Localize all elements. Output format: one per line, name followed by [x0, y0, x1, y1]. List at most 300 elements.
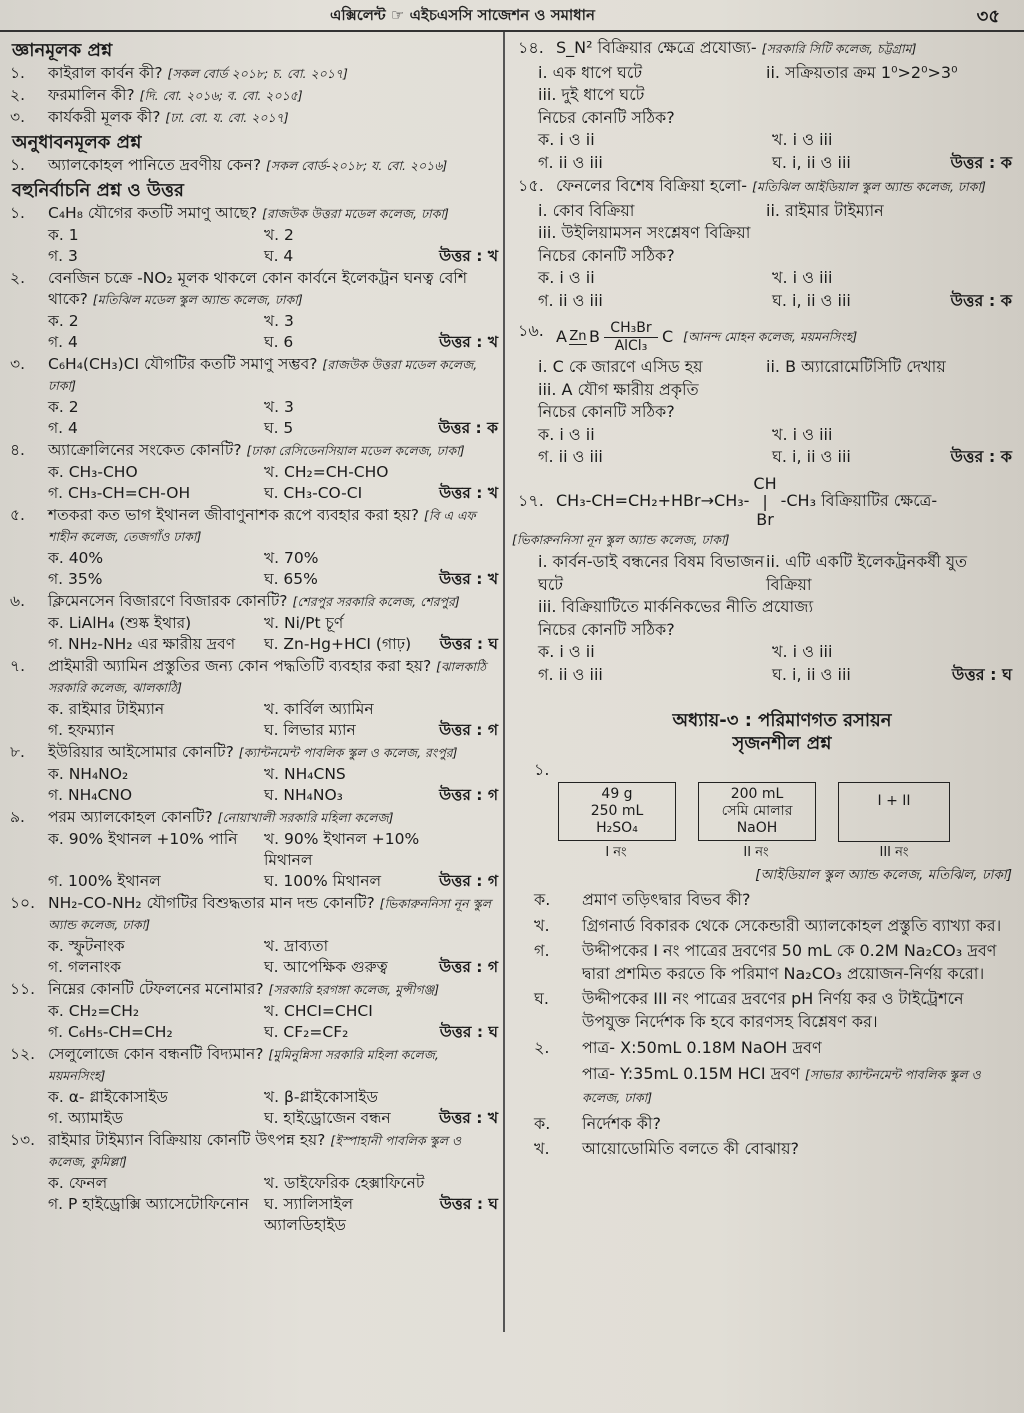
answer: উত্তর : গ — [439, 721, 498, 739]
statement: i. C কে জারণে এসিড হয় — [538, 357, 703, 376]
question-source: [নোয়াখালী সরকারি মহিলা কলেজ] — [217, 810, 394, 825]
options-grid — [48, 1001, 498, 1043]
sub-question-text: গ্রিগনার্ড বিকারক থেকে সেকেন্ডারী অ্যালকোহল প্রস্তুতি ব্যাখ্যা কর। — [582, 915, 1002, 935]
cq2-questions — [512, 1113, 1012, 1161]
cq1-number: ১. — [534, 760, 550, 779]
question-ask: নিচের কোনটি সঠিক? — [538, 107, 675, 127]
mcq-heading: বহুনির্বাচনি প্রশ্ন ও উত্তর — [12, 180, 184, 201]
question-number: ২. — [10, 269, 26, 287]
cq1-questions — [512, 889, 1012, 1033]
container-1-line1: 49 g — [601, 785, 633, 802]
question-text: C₆H₄(CH₃)CI যৌগটির কতটি সমাণু সম্ভব? — [48, 355, 318, 373]
option: খ. CH₂=CH-CHO — [264, 463, 389, 481]
eq-reagent-zn: Zn — [569, 329, 587, 344]
header-title: এক্সিলেন্ট ☞ এইচএসসি সাজেশন ও সমাধান — [330, 6, 595, 24]
question-source: [আনন্দ মোহন কলেজ, ময়মনসিংহ] — [683, 329, 858, 345]
mcq-15 — [512, 175, 1012, 312]
spacer — [951, 129, 1012, 152]
question-row — [4, 893, 498, 935]
option: ক. CH₂=CH₂ — [48, 1002, 140, 1020]
container-3-line1: I + II — [877, 792, 911, 809]
sub-question — [512, 988, 1012, 1033]
question-number: ৮. — [10, 743, 25, 761]
option: খ. দ্রাব্যতা — [264, 937, 329, 955]
question-source: [মতিঝিল আইডিয়াল স্কুল অ্যান্ড কলেজ, ঢাকা] — [752, 179, 986, 194]
sub-question-text: উদ্দীপকের I নং পাত্রের দ্রবণের 50 mL কে 0.2M Na₂CO₃ দ্রবণ দ্বারা প্রশমিত করতে কি পরিমাণ Na₂CO₃ প্রয়োজন-নির্ণয় করো। — [582, 941, 997, 983]
page-number: ৩৫ — [976, 6, 1000, 27]
question-number: ১০. — [10, 894, 36, 912]
option: ক. স্ফুটনাংক — [48, 937, 125, 955]
answer: উত্তর : ঘ — [439, 1195, 498, 1213]
option: গ. অ্যামাইড — [48, 1109, 123, 1127]
question-number: ১২. — [10, 1045, 36, 1063]
question-row — [4, 354, 498, 396]
question-number: ১৩. — [10, 1131, 36, 1149]
question-number: ১৭. — [518, 491, 544, 511]
option: খ. NH₄CNS — [264, 765, 346, 783]
question-text: ফরমালিন কী? — [48, 86, 135, 104]
cq2-container-y: পাত্র- Y:35mL 0.15M HCI দ্রবণ — [582, 1063, 800, 1083]
sub-question-text: প্রমাণ তড়িৎদ্বার বিভব কী? — [582, 890, 751, 909]
question-source: [ইস্পাহানী পাবলিক স্কুল ও কলেজ, কুমিল্লা] — [48, 1133, 462, 1169]
options-grid — [48, 462, 498, 504]
container-2 — [698, 782, 816, 841]
mcq-17-body — [512, 529, 1012, 687]
answer: উত্তর : ঘ — [439, 1023, 498, 1041]
sub-question-text: আয়োডোমিতি বলতে কী বোঝায়? — [582, 1139, 800, 1158]
mcq-14 — [512, 37, 1012, 174]
page-header — [0, 0, 1024, 32]
question-row — [4, 85, 498, 106]
question-text: ইউরিয়ার আইসোমার কোনটি? — [48, 743, 234, 761]
question-ask: নিচের কোনটি সঠিক? — [538, 245, 675, 265]
question-source: [সরকারি সিটি কলেজ, চট্টগ্রাম] — [761, 41, 917, 56]
question-text: C₄H₈ যৌগের কতটি সমাণু আছে? — [48, 204, 258, 222]
eq-product-b: B — [588, 327, 600, 347]
option: গ. গলনাংক — [48, 958, 121, 976]
question-text: প্রাইমারী অ্যামিন প্রস্তুতির জন্য কোন পদ্ধতিটি ব্যবহার করা হয়? — [48, 657, 432, 675]
question-source: [ক্যান্টনমেন্ট পাবলিক স্কুল ও কলেজ, রংপুর] — [238, 745, 458, 760]
container-3 — [838, 782, 950, 842]
question-number: ৪. — [10, 441, 25, 459]
option: খ. i ও iii — [772, 424, 833, 444]
spacer — [439, 829, 498, 871]
question-row — [4, 440, 498, 461]
question-row — [4, 155, 498, 176]
option: গ. 35% — [48, 570, 103, 588]
option: গ. CH₃-CH=CH-OH — [48, 484, 191, 502]
answer: উত্তর : ক — [438, 419, 498, 437]
spacer — [952, 641, 1012, 664]
options-grid — [48, 548, 498, 590]
question-number: ১৬. — [518, 321, 544, 340]
statements — [538, 356, 1012, 401]
question-row — [4, 1130, 498, 1172]
q17-equation-right: -CH₃ বিক্রিয়াটির ক্ষেত্রে- — [780, 491, 938, 511]
option: গ. ii ও iii — [538, 152, 603, 172]
options-grid — [538, 424, 1012, 469]
spacer — [439, 699, 498, 720]
options-grid — [538, 129, 1012, 174]
question-row — [4, 505, 498, 547]
spacer — [439, 1087, 498, 1108]
question-source: [ভিকারুননিসা নূন স্কুল অ্যান্ড কলেজ, ঢাকা] — [512, 531, 730, 547]
option: খ. 3 — [264, 398, 294, 416]
statement: iii. দুই ধাপে ঘটে — [538, 85, 645, 104]
option: ক. LiAlH₄ (শুষ্ক ইথার) — [48, 614, 192, 632]
option: গ. ii ও iii — [538, 664, 603, 684]
options-grid — [48, 699, 498, 741]
statement: i. এক ধাপে ঘটে — [538, 62, 643, 82]
option: খ. 70% — [264, 549, 319, 567]
question-row — [4, 591, 498, 612]
question-text: অ্যালকোহল পানিতে দ্রবণীয় কেন? — [48, 156, 262, 174]
question-text-wrap — [48, 807, 498, 828]
option: ঘ. CH₃-CO-CI — [264, 484, 363, 502]
statement: iii. বিক্রিয়াটিতে মার্কনিকভের নীতি প্রযোজ্য — [538, 597, 814, 616]
question-number: ১৫. — [518, 176, 544, 195]
container-2-label: II নং — [743, 844, 769, 860]
question-text-wrap — [48, 893, 498, 935]
question-row — [4, 742, 498, 763]
right-column — [512, 36, 1012, 1164]
option: গ. C₆H₅-CH=CH₂ — [48, 1023, 173, 1041]
question-text-wrap — [556, 175, 1012, 199]
spacer — [951, 424, 1012, 447]
sub-question-letter: ক. — [534, 890, 551, 909]
question-source: [সরকারি হরগঙ্গা কলেজ, মুন্সীগঞ্জ] — [268, 982, 440, 997]
mcq-16-body — [512, 356, 1012, 469]
answer: উত্তর : খ — [439, 1109, 498, 1127]
option: ক. i ও ii — [538, 130, 595, 149]
question-row — [4, 656, 498, 698]
option: ক. 1 — [48, 226, 79, 244]
container-1 — [558, 782, 676, 841]
question-source: [মতিঝিল মডেল স্কুল অ্যান্ড কলেজ, ঢাকা] — [92, 292, 303, 307]
statement: iii. A যৌগ ক্ষারীয় প্রকৃতি — [538, 379, 699, 399]
answer: উত্তর : ঘ — [439, 635, 498, 653]
option: গ. ii ও iii — [538, 447, 603, 466]
question-number: ১৪. — [518, 38, 544, 57]
comprehension-heading: অনুধাবনমূলক প্রশ্ন — [12, 132, 142, 153]
question-text: ফেনলের বিশেষ বিক্রিয়া হলো- — [556, 176, 748, 195]
sub-question-letter: খ. — [534, 1139, 550, 1158]
option: ঘ. 4 — [264, 247, 294, 265]
question-row — [4, 268, 498, 310]
question-text-wrap — [48, 63, 498, 84]
option: ক. i ও ii — [538, 642, 595, 661]
reaction-equation — [556, 320, 1012, 355]
question-text-wrap — [48, 203, 498, 224]
answer: উত্তর : গ — [439, 958, 498, 976]
question-number: ১১. — [10, 980, 36, 998]
eq-product-c: C — [661, 327, 674, 347]
option: ঘ. 6 — [264, 333, 294, 351]
q17-branch — [753, 475, 776, 529]
question-text: কার্যকরী মূলক কী? — [48, 108, 161, 126]
answer: উত্তর : গ — [439, 872, 498, 890]
question-source: [সকল বোর্ড-২০১৮; য. বো. ২০১৬] — [265, 158, 448, 173]
option: ঘ. আপেক্ষিক গুরুত্ব — [264, 958, 388, 976]
question-source: [ঢাকা রেসিডেনসিয়াল মডেল কলেজ, ঢাকা] — [246, 443, 465, 458]
spacer — [439, 936, 498, 957]
cq1-containers — [532, 782, 1012, 864]
question-number: ৬. — [10, 592, 26, 610]
question-text: NH₂-CO-NH₂ যৌগটির বিশুদ্ধতার মান দন্ড কোনটি? — [48, 894, 375, 912]
question-source: [ঢা. বো. য. বো. ২০১৭] — [165, 110, 289, 125]
option: গ. 3 — [48, 247, 78, 265]
question-text: সেলুলোজে কোন বন্ধনটি বিদ্যমান? — [48, 1045, 264, 1063]
question-text: শতকরা কত ভাগ ইথানল জীবাণুনাশক রূপে ব্যবহার করা হয়? — [48, 506, 420, 524]
mcq-16 — [512, 320, 1012, 469]
statement: i. কোব বিক্রিয়া — [538, 200, 635, 220]
options-grid — [48, 1087, 498, 1129]
statement: ii. এটি একটি ইলেকট্রনকর্ষী যুত বিক্রিয়া — [766, 552, 968, 594]
question-row — [4, 807, 498, 828]
statements — [538, 200, 1012, 245]
option: ক. α- গ্লাইকোসাইড — [48, 1088, 168, 1106]
sub-question-letter: ক. — [534, 1113, 551, 1133]
option: খ. ডাইফেরিক হেক্সাফিনেট — [264, 1174, 425, 1192]
sub-question-letter: খ. — [534, 915, 550, 935]
statements — [538, 62, 1012, 107]
spacer — [439, 311, 498, 332]
sub-question-text: উদ্দীপকের III নং পাত্রের দ্রবণের pH নির্ণয় কর ও টাইট্রেশনে উপযুক্ত নির্দেশক কি হবে কারণসহ বিশ্লেষণ কর। — [582, 989, 964, 1031]
sub-question — [512, 1113, 1012, 1136]
question-text-wrap — [48, 354, 498, 396]
eq-reagent-top: CH₃Br — [610, 320, 652, 336]
option: গ. হফম্যান — [48, 721, 115, 739]
option: ঘ. i, ii ও iii — [772, 664, 851, 684]
option: ঘ. 5 — [264, 419, 294, 437]
option: গ. ii ও iii — [538, 290, 603, 310]
eq-reagent-bottom: AlCl₃ — [614, 338, 648, 354]
sub-question — [512, 915, 1012, 938]
answer: উত্তর : ঘ — [951, 664, 1012, 684]
options-grid — [48, 311, 498, 353]
answer: উত্তর : খ — [439, 247, 498, 265]
option: ক. রাইমার টাইম্যান — [48, 700, 165, 718]
question-text: পরম অ্যালকোহল কোনটি? — [48, 808, 213, 826]
sub-question-letter: গ. — [534, 941, 550, 960]
sub-question-text: নির্দেশক কী? — [582, 1113, 661, 1133]
question-row — [4, 63, 498, 84]
option: ঘ. i, ii ও iii — [772, 152, 851, 172]
question-number: ৯. — [10, 808, 25, 826]
spacer — [440, 1001, 498, 1022]
spacer — [439, 462, 498, 483]
cq2-intro — [512, 1037, 1012, 1060]
mcq-list — [4, 203, 498, 1236]
cq2-container-x: পাত্র- X:50mL 0.18M NaOH দ্রবণ — [582, 1038, 822, 1057]
cq2-number: ২. — [534, 1038, 550, 1057]
question-text: অ্যাক্রোলিনের সংকেত কোনটি? — [48, 441, 242, 459]
container-2-line1: 200 mL — [730, 785, 784, 802]
question-source: [রাজউক উত্তরা মডেল কলেজ, ঢাকা] — [48, 357, 478, 393]
statement: i. কার্বন-ডাই বন্ধনের বিষম বিভাজন ঘটে — [538, 552, 765, 594]
statement: ii. রাইমার টাইম্যান — [766, 200, 884, 220]
question-text-wrap — [556, 37, 1012, 61]
container-1-line2: 250 mL — [590, 802, 644, 819]
options-grid — [48, 613, 498, 655]
question-ask: নিচের কোনটি সঠিক? — [538, 402, 675, 421]
statements — [538, 551, 1012, 619]
spacer — [439, 548, 498, 569]
options-grid — [48, 829, 498, 892]
options-grid — [538, 267, 1012, 312]
question-text-wrap — [48, 85, 498, 106]
option: খ. i ও iii — [772, 642, 833, 661]
question-number: ৩. — [10, 108, 26, 126]
options-grid — [48, 397, 498, 439]
question-source: [মুমিনুন্নিসা সরকারি মহিলা কলেজ, ময়মনসিংহ] — [48, 1047, 439, 1083]
option: ক. 2 — [48, 398, 79, 416]
q17-branch-top: CH — [753, 473, 777, 493]
spacer — [438, 397, 498, 418]
option: গ. NH₄CNO — [48, 786, 133, 804]
option: খ. i ও iii — [772, 268, 833, 287]
question-text: রাইমার টাইম্যান বিক্রিয়ায় কোনটি উৎপন্ন হয়? — [48, 1131, 326, 1149]
question-row — [4, 979, 498, 1000]
options-grid — [48, 936, 498, 978]
option: ক. NH₄NO₂ — [48, 765, 129, 783]
chapter-title: অধ্যায়-৩ : পরিমাণগত রসায়ন — [672, 710, 892, 731]
cq2-source: [সাভার ক্যান্টনমেন্ট পাবলিক স্কুল ও কলেজ, ঢাকা] — [582, 1066, 981, 1105]
option: গ. 4 — [48, 333, 78, 351]
option: খ. 3 — [264, 312, 294, 330]
container-3-label: III নং — [879, 844, 909, 860]
question-text-wrap — [48, 505, 498, 547]
option: খ. 90% ইথানল +10% মিথানল — [264, 830, 420, 869]
question-row — [4, 1044, 498, 1086]
container-2-line3: NaOH — [736, 819, 778, 836]
question-text-wrap — [48, 107, 498, 128]
question-source: [বি এ এফ শাহীন কলেজ, তেজগাঁও ঢাকা] — [48, 508, 476, 544]
spacer — [951, 267, 1012, 290]
cq1-source: [আইডিয়াল স্কুল অ্যান্ড কলেজ, মতিঝিল, ঢাকা] — [755, 866, 1012, 883]
answer: উত্তর : খ — [439, 484, 498, 502]
question-source: [শেরপুর সরকারি কলেজ, শেরপুর] — [292, 594, 460, 609]
container-2-line2: সেমি মোলার — [721, 802, 793, 819]
question-text-wrap — [48, 440, 498, 461]
option: ঘ. i, ii ও iii — [772, 290, 851, 310]
option: খ. CHCI=CHCI — [264, 1002, 373, 1020]
question-row — [4, 107, 498, 128]
q17-branch-bottom: Br — [756, 509, 774, 529]
option: খ. Ni/Pt চূর্ণ — [264, 614, 344, 632]
option: ঘ. i, ii ও iii — [772, 447, 851, 466]
answer: উত্তর : ক — [950, 290, 1012, 310]
question-row — [4, 203, 498, 224]
question-number: ১. — [10, 156, 25, 174]
q17-equation-left: CH₃-CH=CH₂+HBr→CH₃- — [556, 491, 750, 511]
question-source: [রাজউক উত্তরা মডেল কলেজ, ঢাকা] — [262, 206, 449, 221]
option: খ. i ও iii — [772, 130, 833, 149]
comprehension-list — [4, 155, 498, 176]
q17-branch-bond: | — [762, 491, 768, 511]
answer: উত্তর : ক — [950, 447, 1012, 466]
option: ঘ. CF₂=CF₂ — [264, 1023, 349, 1041]
options-grid — [48, 1173, 498, 1236]
option: ক. 90% ইথানল +10% পানি — [48, 830, 238, 848]
sub-question — [512, 889, 1012, 912]
option: ঘ. 65% — [264, 570, 318, 588]
question-text-wrap — [48, 979, 498, 1000]
option: ঘ. NH₄NO₃ — [264, 786, 343, 804]
question-text-wrap — [48, 268, 498, 310]
question-text-wrap — [48, 742, 498, 763]
sub-question-letter: ঘ. — [534, 989, 549, 1008]
options-grid — [48, 225, 498, 267]
question-number: ১. — [10, 204, 25, 222]
option: গ. NH₂-NH₂ এর ক্ষারীয় দ্রবণ — [48, 635, 236, 653]
mcq-17 — [512, 475, 1012, 687]
options-grid — [48, 764, 498, 806]
question-number: ৩. — [10, 355, 26, 373]
options-grid — [538, 641, 1012, 686]
option: খ. 2 — [264, 226, 294, 244]
question-source: [ঝালকাঠি সরকারি কলেজ, ঝালকাঠি] — [48, 659, 487, 695]
cq2-intro-y — [512, 1063, 1012, 1110]
creative-heading: সৃজনশীল প্রশ্ন — [732, 732, 832, 754]
statement: ii. সক্রিয়তার ক্রম 1⁰>2⁰>3⁰ — [766, 62, 958, 82]
question-number: ১. — [10, 64, 25, 82]
question-text: নিম্নের কোনটি টেফলনের মনোমার? — [48, 980, 264, 998]
sub-question — [512, 1138, 1012, 1161]
question-text: কাইরাল কার্বন কী? — [48, 64, 163, 82]
question-source: [সকল বোর্ড ২০১৮; চ. বো. ২০১৭] — [167, 66, 348, 81]
spacer — [440, 1173, 498, 1194]
knowledge-heading: জ্ঞানমূলক প্রশ্ন — [12, 40, 113, 61]
answer: উত্তর : খ — [439, 570, 498, 588]
option: গ. 4 — [48, 419, 78, 437]
option: ক. 2 — [48, 312, 79, 330]
eq-arrow-zn — [569, 330, 587, 345]
option: ক. i ও ii — [538, 424, 595, 444]
option: ঘ. Zn-Hg+HCI (গাঢ়) — [264, 635, 412, 653]
option: খ. কার্বিল অ্যামিন — [264, 700, 374, 718]
question-number: ৭. — [10, 657, 26, 675]
answer: উত্তর : গ — [439, 786, 498, 804]
question-row — [512, 37, 1012, 61]
option: ক. i ও ii — [538, 268, 595, 287]
container-1-line3: H₂SO₄ — [596, 819, 638, 836]
eq-reactant-a: A — [556, 327, 567, 347]
spacer — [440, 613, 498, 634]
question-text-wrap — [48, 155, 498, 176]
option: গ. 100% ইথানল — [48, 872, 161, 890]
option: ক. CH₃-CHO — [48, 463, 138, 481]
spacer — [439, 225, 498, 246]
option: ঘ. 100% মিথানল — [264, 872, 382, 890]
question-source: [ভিকারুননিসা নূন স্কুল অ্যান্ড কলেজ, ঢাকা] — [48, 896, 491, 932]
question-text-wrap — [48, 1130, 498, 1172]
column-divider — [503, 32, 505, 1332]
question-text: S_N² বিক্রিয়ার ক্ষেত্রে প্রযোজ্য- — [556, 38, 757, 57]
spacer — [439, 764, 498, 785]
option: ঘ. স্যালিসাইল অ্যালডিহাইড — [264, 1195, 353, 1234]
eq-arrow-ch3br — [604, 320, 658, 355]
left-column — [4, 36, 498, 1236]
question-ask: নিচের কোনটি সঠিক? — [538, 619, 675, 639]
sub-question — [512, 940, 1012, 985]
statement: ii. B অ্যারোমেটিসিটি দেখায় — [766, 357, 946, 376]
question-text-wrap — [48, 591, 498, 612]
question-text: ক্লিমেনসেন বিজারণে বিজারক কোনটি? — [48, 592, 288, 610]
question-number: ৫. — [10, 506, 25, 524]
statement: iii. উইলিয়ামসন সংশ্লেষণ বিক্রিয়া — [538, 223, 751, 242]
option: ঘ. লিভার ম্যান — [264, 721, 356, 739]
